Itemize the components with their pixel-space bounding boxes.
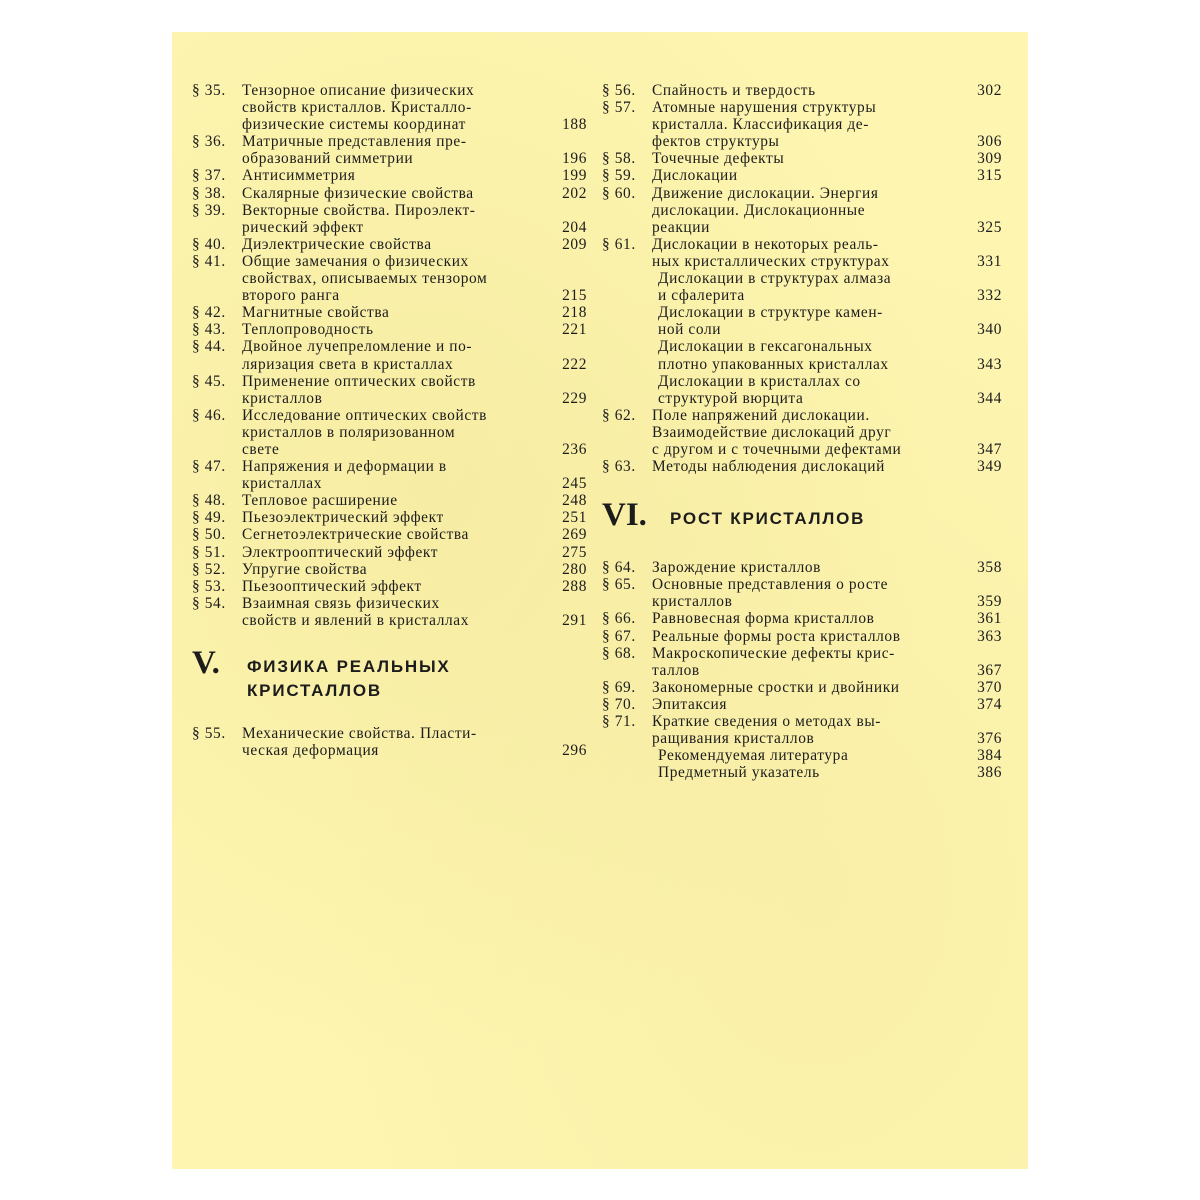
- chapter-heading-6: [602, 497, 1002, 537]
- page-number: 245: [562, 475, 587, 493]
- entry-title-line: ной соли: [658, 321, 722, 339]
- entry-title-line: свойств кристаллов. Кристалло-: [242, 99, 472, 117]
- entry-title-line: Дислокации в гексагональных: [658, 338, 873, 356]
- section-number: § 70.: [602, 695, 636, 713]
- page-number: 188: [562, 116, 587, 134]
- chapter-title-line: РОСТ КРИСТАЛЛОВ: [670, 509, 866, 529]
- section-number: § 66.: [602, 610, 636, 628]
- section-number: § 64.: [602, 559, 636, 577]
- entry-title-line: Закономерные сростки и двойники: [652, 678, 900, 696]
- page-number: 363: [977, 627, 1002, 645]
- entry-title: [242, 167, 557, 184]
- page-number: 315: [977, 167, 1002, 185]
- chapter-title-line: КРИСТАЛЛОВ: [247, 681, 382, 700]
- page-number: 280: [562, 560, 587, 578]
- entry-title: [652, 713, 972, 747]
- section-number: § 59.: [602, 167, 636, 185]
- toc-entry: [192, 526, 587, 543]
- entry-title: [242, 338, 557, 372]
- entry-title: [652, 645, 972, 679]
- entry-title: [652, 82, 972, 99]
- chapter-title-line: ФИЗИКА РЕАЛЬНЫХ: [247, 657, 451, 676]
- page-number: 296: [562, 742, 587, 760]
- toc-entry: [192, 133, 587, 167]
- section-number: § 45.: [192, 372, 226, 390]
- entry-title-line: Краткие сведения о методах вы-: [652, 713, 882, 730]
- entry-title: [242, 373, 557, 407]
- entry-title-line: Зарождение кристаллов: [652, 559, 822, 577]
- entry-title: [652, 185, 972, 236]
- section-number: § 35.: [192, 82, 226, 99]
- entry-title-line: Предметный указатель: [658, 764, 820, 782]
- page-number: 332: [977, 287, 1002, 305]
- entry-title: [242, 578, 557, 595]
- page-number: 199: [562, 167, 587, 185]
- entry-title-line: кристаллов: [652, 593, 733, 611]
- entry-title: [652, 407, 972, 458]
- entry-title-line: ращивания кристаллов: [652, 730, 815, 748]
- toc-entry: [602, 270, 1002, 304]
- toc-entry: [602, 304, 1002, 338]
- section-number: § 46.: [192, 406, 226, 424]
- entry-title: [242, 133, 557, 167]
- toc-list-section4: [192, 82, 587, 629]
- page-number: 344: [977, 389, 1002, 407]
- page-number: 376: [977, 730, 1002, 748]
- page-number: 288: [562, 577, 587, 595]
- page-number: 374: [977, 695, 1002, 713]
- page-number: 202: [562, 184, 587, 202]
- toc-entry: [602, 679, 1002, 696]
- toc-entry: [192, 373, 587, 407]
- entry-title-line: Реальные формы роста кристаллов: [652, 627, 901, 645]
- entry-title: [658, 338, 972, 372]
- section-number: § 40.: [192, 235, 226, 253]
- section-number: § 49.: [192, 509, 226, 527]
- chapter-heading-5: [192, 645, 587, 703]
- entry-title-line: Методы наблюдения дислокаций: [652, 458, 885, 476]
- toc-entry: [192, 304, 587, 321]
- toc-entry: [602, 645, 1002, 679]
- section-number: § 60.: [602, 184, 636, 202]
- entry-title-line: Дислокации: [652, 167, 738, 185]
- entry-title-line: реакции: [652, 218, 710, 236]
- entry-title-line: ляризация света в кристаллах: [242, 355, 454, 373]
- toc-right-column: [602, 82, 1002, 781]
- entry-title: [658, 373, 972, 407]
- toc-entry: [602, 338, 1002, 372]
- entry-title: [242, 458, 557, 492]
- toc-entry: [602, 747, 1002, 764]
- entry-title-line: Движение дислокации. Энергия: [652, 184, 879, 202]
- entry-title-line: Дислокации в структурах алмаза: [658, 270, 892, 288]
- toc-entry: [602, 150, 1002, 167]
- toc-entry: [602, 576, 1002, 610]
- entry-title-line: кристаллов в поляризованном: [242, 423, 456, 441]
- chapter-number: V.: [192, 645, 220, 681]
- toc-entry: [192, 167, 587, 184]
- page-number: 331: [977, 252, 1002, 270]
- page-number: 384: [977, 747, 1002, 765]
- entry-title-line: Теплопроводность: [242, 321, 374, 339]
- toc-entry: [602, 713, 1002, 747]
- entry-title: [652, 559, 972, 576]
- entry-title-line: Макроскопические дефекты крис-: [652, 644, 895, 662]
- entry-title-line: Электрооптический эффект: [242, 543, 439, 561]
- section-number: § 62.: [602, 406, 636, 424]
- entry-title-line: Рекомендуемая литература: [658, 747, 849, 765]
- entry-title: [658, 747, 972, 764]
- entry-title-line: Упругие свойства: [242, 560, 368, 578]
- toc-entry: [192, 492, 587, 509]
- section-number: § 53.: [192, 577, 226, 595]
- entry-title: [242, 725, 557, 759]
- page-number: 221: [562, 321, 587, 339]
- entry-title: [242, 185, 557, 202]
- toc-entry: [192, 338, 587, 372]
- toc-entry: [602, 82, 1002, 99]
- page-number: 361: [977, 610, 1002, 628]
- toc-entry: [192, 561, 587, 578]
- entry-title: [242, 253, 557, 304]
- entry-title-line: Векторные свойства. Пироэлект-: [242, 201, 476, 219]
- entry-title-line: фектов структуры: [652, 133, 780, 151]
- entry-title: [242, 561, 557, 578]
- entry-title: [652, 150, 972, 167]
- chapter-title: [247, 655, 451, 703]
- entry-title-line: Скалярные физические свойства: [242, 184, 474, 202]
- page-number: 236: [562, 440, 587, 458]
- page-number: 367: [977, 661, 1002, 679]
- toc-list-chapter5: [192, 725, 587, 759]
- section-number: § 55.: [192, 725, 226, 742]
- entry-title: [652, 679, 972, 696]
- section-number: § 41.: [192, 252, 226, 270]
- toc-entry: [602, 99, 1002, 150]
- toc-entry: [602, 185, 1002, 236]
- document-page: [172, 32, 1028, 1169]
- entry-title: [242, 595, 557, 629]
- toc-entry: [602, 236, 1002, 270]
- entry-title-line: Спайность и твердость: [652, 82, 816, 99]
- section-number: § 65.: [602, 576, 636, 594]
- toc-entry: [602, 559, 1002, 576]
- entry-title-line: Механические свойства. Пласти-: [242, 725, 477, 742]
- section-number: § 71.: [602, 713, 636, 730]
- page-number: 386: [977, 764, 1002, 782]
- entry-title-line: Тензорное описание физических: [242, 82, 475, 99]
- entry-title-line: рический эффект: [242, 218, 364, 236]
- entry-title-line: Эпитаксия: [652, 695, 728, 713]
- entry-title-line: кристалла. Классификация де-: [652, 116, 869, 134]
- page-number: 358: [977, 559, 1002, 577]
- entry-title-line: плотно упакованных кристаллах: [658, 355, 889, 373]
- section-number: § 61.: [602, 235, 636, 253]
- entry-title-line: Сегнетоэлектрические свойства: [242, 526, 469, 544]
- toc-entry: [602, 764, 1002, 781]
- entry-title-line: свойствах, описываемых тензором: [242, 270, 488, 288]
- section-number: § 47.: [192, 458, 226, 476]
- page-number: 302: [977, 82, 1002, 99]
- toc-entry: [192, 578, 587, 595]
- section-number: § 39.: [192, 201, 226, 219]
- entry-title-line: таллов: [652, 661, 700, 679]
- chapter-title: [670, 507, 865, 531]
- section-number: § 54.: [192, 594, 226, 612]
- entry-title: [652, 696, 972, 713]
- section-number: § 37.: [192, 167, 226, 185]
- page-number: 359: [977, 593, 1002, 611]
- page-number: 204: [562, 218, 587, 236]
- entry-title-line: Диэлектрические свойства: [242, 235, 432, 253]
- section-number: § 69.: [602, 678, 636, 696]
- entry-title: [242, 492, 557, 509]
- toc-entry: [602, 373, 1002, 407]
- toc-entry: [192, 82, 587, 133]
- toc-entry: [192, 185, 587, 202]
- section-number: § 58.: [602, 150, 636, 168]
- entry-title-line: Дислокации в некоторых реаль-: [652, 235, 879, 253]
- section-number: § 68.: [602, 644, 636, 662]
- section-number: § 38.: [192, 184, 226, 202]
- page-number: 196: [562, 150, 587, 168]
- toc-entry: [602, 628, 1002, 645]
- entry-title-line: ческая деформация: [242, 742, 379, 760]
- toc-entry: [602, 407, 1002, 458]
- entry-title: [242, 202, 557, 236]
- toc-entry: [192, 725, 587, 759]
- page-number: 347: [977, 440, 1002, 458]
- toc-entry: [602, 458, 1002, 475]
- entry-title: [652, 99, 972, 150]
- toc-entry: [192, 202, 587, 236]
- entry-title-line: ных кристаллических структурах: [652, 252, 890, 270]
- page-number: 251: [562, 509, 587, 527]
- entry-title-line: Взаимодействие дислокаций друг: [652, 423, 892, 441]
- section-number: § 52.: [192, 560, 226, 578]
- section-number: § 63.: [602, 458, 636, 476]
- entry-title-line: Пьезооптический эффект: [242, 577, 422, 595]
- entry-title-line: кристаллов: [242, 389, 323, 407]
- entry-title: [242, 526, 557, 543]
- toc-entry: [192, 253, 587, 304]
- page-number: 370: [977, 678, 1002, 696]
- entry-title: [242, 82, 557, 133]
- entry-title-line: Взаимная связь физических: [242, 594, 440, 612]
- section-number: § 42.: [192, 304, 226, 322]
- entry-title-line: Равновесная форма кристаллов: [652, 610, 875, 628]
- entry-title: [658, 270, 972, 304]
- page-number: 275: [562, 543, 587, 561]
- entry-title-line: Дислокации в кристаллах со: [658, 372, 861, 390]
- entry-title: [652, 167, 972, 184]
- page-number: 229: [562, 389, 587, 407]
- entry-title-line: кристаллах: [242, 475, 323, 493]
- toc-list-chapter6: [602, 559, 1002, 781]
- entry-title-line: Применение оптических свойств: [242, 372, 476, 390]
- entry-title-line: Тепловое расширение: [242, 492, 398, 510]
- page-number: 269: [562, 526, 587, 544]
- page-number: 209: [562, 235, 587, 253]
- toc-list-chapter5-cont: [602, 82, 1002, 475]
- section-number: § 48.: [192, 492, 226, 510]
- section-number: § 50.: [192, 526, 226, 544]
- entry-title: [652, 610, 972, 627]
- entry-title: [652, 458, 972, 475]
- entry-title-line: Основные представления о росте: [652, 576, 889, 594]
- page-number: 218: [562, 304, 587, 322]
- toc-entry: [192, 236, 587, 253]
- entry-title: [242, 544, 557, 561]
- section-number: § 56.: [602, 82, 636, 99]
- entry-title: [652, 628, 972, 645]
- section-number: § 44.: [192, 338, 226, 356]
- toc-entry: [192, 321, 587, 338]
- toc-entry: [192, 458, 587, 492]
- chapter-number: VI.: [602, 497, 647, 534]
- entry-title-line: физические системы координат: [242, 116, 466, 134]
- toc-entry: [192, 509, 587, 526]
- page-number: 340: [977, 321, 1002, 339]
- entry-title-line: Исследование оптических свойств: [242, 406, 487, 424]
- entry-title: [242, 407, 557, 458]
- entry-title: [658, 764, 972, 781]
- entry-title: [242, 321, 557, 338]
- entry-title: [242, 304, 557, 321]
- page-number: 222: [562, 355, 587, 373]
- entry-title-line: Магнитные свойства: [242, 304, 390, 322]
- entry-title: [658, 304, 972, 338]
- entry-title-line: Атомные нарушения структуры: [652, 99, 877, 117]
- page-number: 343: [977, 355, 1002, 373]
- entry-title-line: Поле напряжений дислокации.: [652, 406, 870, 424]
- section-number: § 57.: [602, 99, 636, 117]
- entry-title-line: с другом и с точечными дефектами: [652, 440, 902, 458]
- entry-title-line: образований симметрии: [242, 150, 414, 168]
- section-number: § 36.: [192, 133, 226, 151]
- page-number: 349: [977, 458, 1002, 476]
- toc-entry: [602, 167, 1002, 184]
- page-number: 309: [977, 150, 1002, 168]
- toc-entry: [602, 696, 1002, 713]
- entry-title-line: второго ранга: [242, 287, 340, 305]
- page-number: 291: [562, 611, 587, 629]
- page-number: 306: [977, 133, 1002, 151]
- entry-title: [242, 236, 557, 253]
- entry-title-line: Напряжения и деформации в: [242, 458, 447, 476]
- entry-title: [242, 509, 557, 526]
- entry-title-line: Антисимметрия: [242, 167, 356, 185]
- entry-title-line: Точечные дефекты: [652, 150, 785, 168]
- toc-entry: [192, 544, 587, 561]
- section-number: § 51.: [192, 543, 226, 561]
- entry-title-line: Дислокации в структуре камен-: [658, 304, 883, 322]
- entry-title-line: Матричные представления пре-: [242, 133, 467, 151]
- entry-title-line: Пьезоэлектрический эффект: [242, 509, 444, 527]
- entry-title-line: Двойное лучепреломление и по-: [242, 338, 473, 356]
- page-number: 325: [977, 218, 1002, 236]
- entry-title-line: дислокации. Дислокационные: [652, 201, 866, 219]
- section-number: § 43.: [192, 321, 226, 339]
- toc-entry: [192, 407, 587, 458]
- entry-title-line: структурой вюрцита: [658, 389, 804, 407]
- entry-title-line: и сфалерита: [658, 287, 745, 305]
- entry-title-line: свете: [242, 440, 280, 458]
- section-number: § 67.: [602, 627, 636, 645]
- toc-entry: [602, 610, 1002, 627]
- toc-entry: [192, 595, 587, 629]
- toc-left-column: [192, 82, 587, 759]
- entry-title: [652, 236, 972, 270]
- entry-title: [652, 576, 972, 610]
- entry-title-line: свойств и явлений в кристаллах: [242, 611, 470, 629]
- page-number: 248: [562, 492, 587, 510]
- page-number: 215: [562, 287, 587, 305]
- entry-title-line: Общие замечания о физических: [242, 252, 469, 270]
